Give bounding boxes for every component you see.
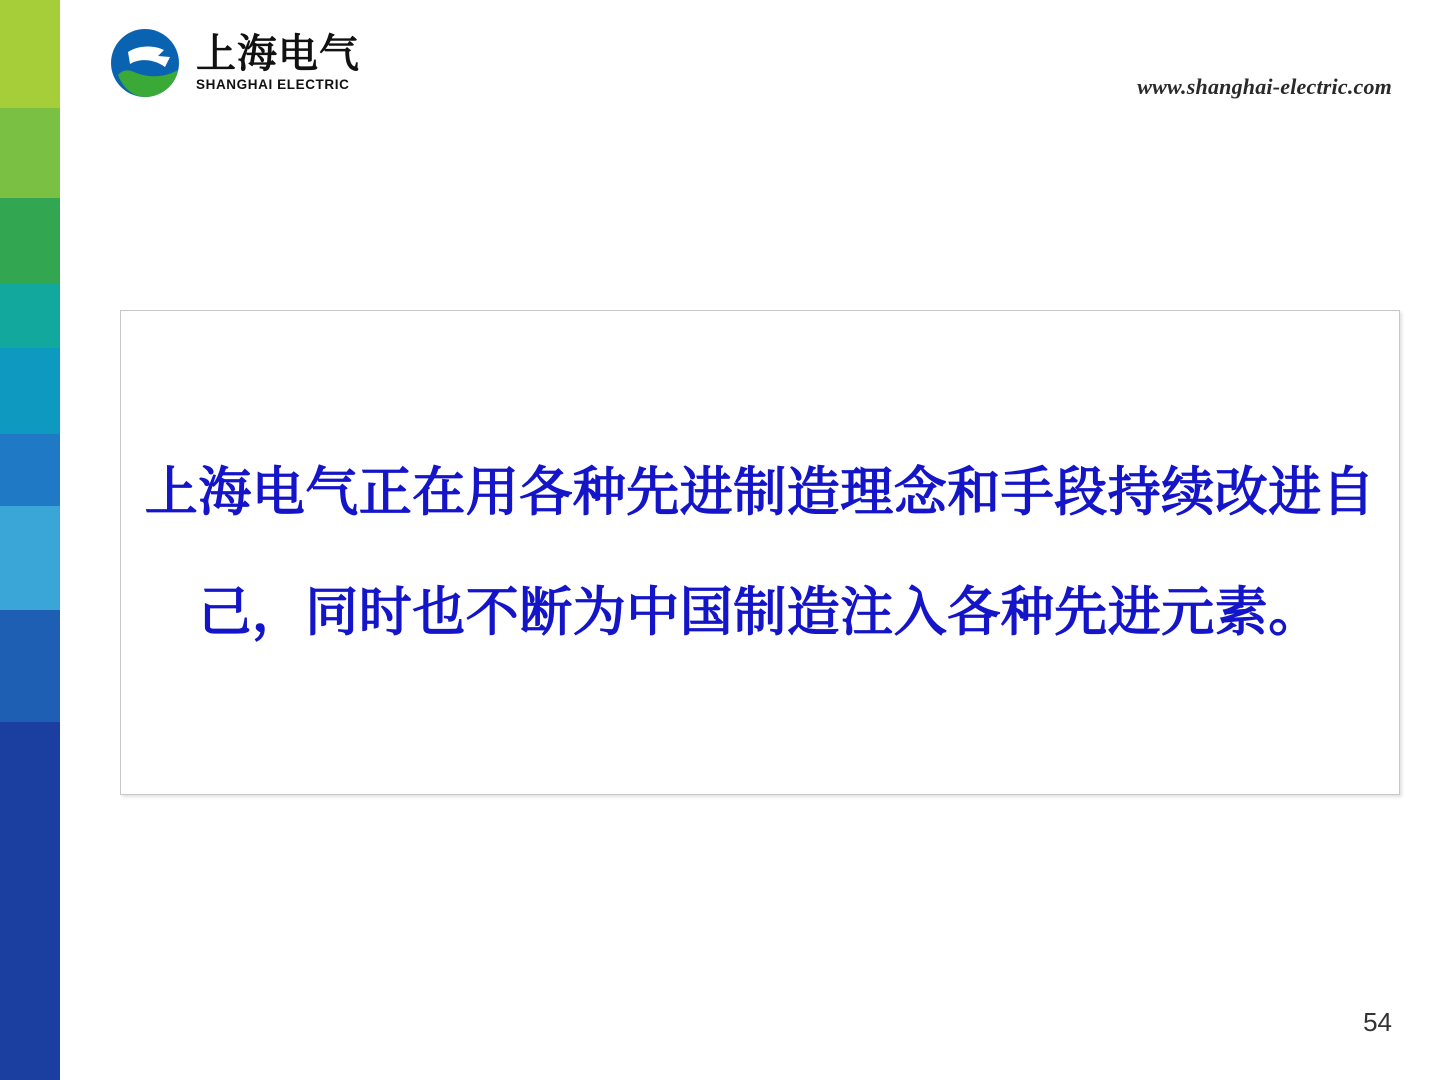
- color-segment: [0, 722, 60, 1080]
- color-segment: [0, 198, 60, 284]
- color-segment: [0, 284, 60, 348]
- color-segment: [0, 108, 60, 198]
- website-url[interactable]: www.shanghai-electric.com: [1137, 74, 1392, 99]
- page-number: 54: [1363, 1007, 1392, 1037]
- headline-text: 上海电气正在用各种先进制造理念和手段持续改进自己，同时也不断为中国制造注入各种先进元素。: [144, 462, 1376, 643]
- slide-header: [60, 0, 1440, 130]
- color-segment: [0, 506, 60, 610]
- logo-name-en: SHANGHAI ELECTRIC: [196, 77, 350, 93]
- color-segment: [0, 434, 60, 506]
- color-segment: [0, 348, 60, 434]
- logo-text-block: [196, 31, 360, 93]
- decorative-color-bar: [0, 0, 60, 1080]
- logo-name-cn: 上海电气: [196, 31, 360, 78]
- shanghai-electric-logo-icon: [108, 26, 182, 100]
- company-logo: [108, 26, 360, 100]
- color-segment: [0, 0, 60, 108]
- content-panel: [120, 310, 1400, 795]
- color-segment: [0, 610, 60, 722]
